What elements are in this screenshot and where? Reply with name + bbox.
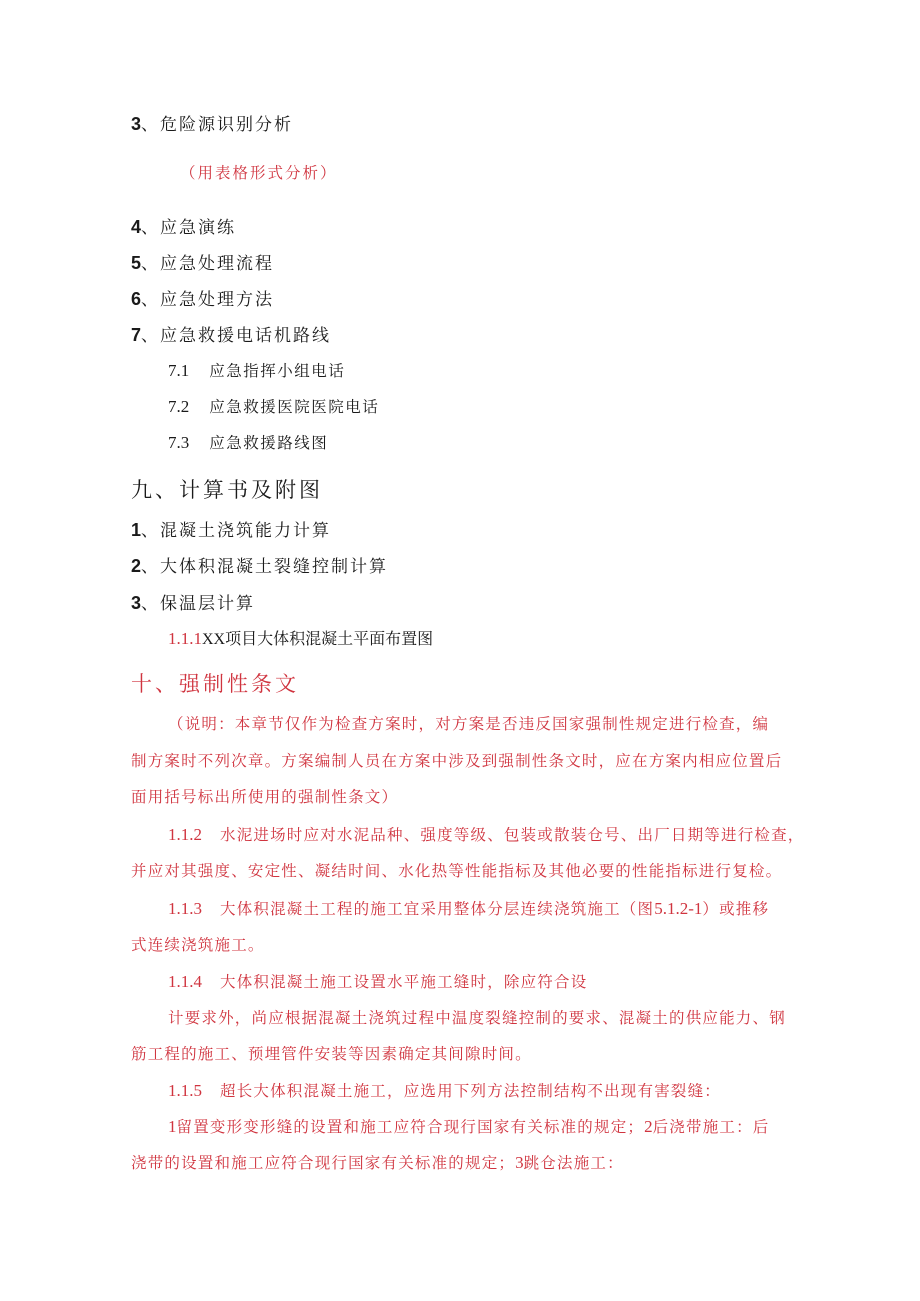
clause-1-1-4 xyxy=(168,970,587,992)
item-text: 、混凝土浇筑能力计算 xyxy=(141,521,332,541)
clause-1-1-2 xyxy=(168,823,805,845)
item-number: 4 xyxy=(131,217,142,237)
method-number: 1 xyxy=(168,1117,177,1136)
item-text: 、应急处理流程 xyxy=(141,254,275,274)
clause-text: 大体积混凝土工程的施工宜采用整体分层连续浇筑施工（图 xyxy=(220,900,655,918)
method-text: 跳仓法施工： xyxy=(523,1154,624,1172)
explanation-note-line-3: 面用括号标出所使用的强制性条文） xyxy=(131,788,399,806)
clause-1-1-2-line-2: 并应对其强度、安定性、凝结时间、水化热等性能指标及其他必要的性能指标进行复检。 xyxy=(131,862,783,880)
clause-1-1-3-line-2: 式连续浇筑施工。 xyxy=(131,936,265,954)
subitem-7-1 xyxy=(168,359,345,381)
item-number: 7 xyxy=(131,325,142,345)
clause-number: 1.1.4 xyxy=(168,972,202,991)
explanation-note-line-2: 制方案时不列次章。方案编制人员在方案中涉及到强制性条文时，应在方案内相应位置后 xyxy=(131,752,783,770)
item-number: 3 xyxy=(131,114,142,134)
clause-1-1-5 xyxy=(168,1079,721,1101)
clause-number: 1.1.5 xyxy=(168,1081,202,1100)
clause-number: 1.1.2 xyxy=(168,825,202,844)
table-format-note: （用表格形式分析） xyxy=(180,164,338,182)
clause-text: 大体积混凝土施工设置水平施工缝时，除应符合设 xyxy=(220,973,588,991)
method-number: 2 xyxy=(644,1117,653,1136)
figure-text: XX项目大体积混凝土平面布置图 xyxy=(202,631,434,648)
method-list-line-2 xyxy=(131,1151,624,1173)
clause-1-1-4-line-3: 筋工程的施工、预埋管件安装等因素确定其间隙时间。 xyxy=(131,1045,532,1063)
item-3-heading xyxy=(131,110,293,135)
calc-2-heading xyxy=(131,552,388,577)
layout-figure-title xyxy=(168,626,433,649)
item-number: 5 xyxy=(131,253,142,273)
item-number: 6 xyxy=(131,289,142,309)
subitem-7-3 xyxy=(168,431,328,453)
calc-1-heading xyxy=(131,516,331,541)
subitem-text: 应急救援路线图 xyxy=(209,434,329,452)
method-text: 后浇带施工：后 xyxy=(652,1118,770,1136)
method-list-line-1 xyxy=(168,1115,770,1137)
item-5-heading xyxy=(131,249,274,274)
method-text: 留置变形变形缝的设置和施工应符合现行国家有关标准的规定； xyxy=(176,1118,645,1136)
clause-number: 1.1.3 xyxy=(168,899,202,918)
figure-reference: 5.1.2-1 xyxy=(654,899,703,918)
item-text: 、大体积混凝土裂缝控制计算 xyxy=(141,557,389,577)
chapter-10-title: 十、强制性条文 xyxy=(131,672,299,696)
clause-1-1-3 xyxy=(168,897,769,919)
explanation-note-line-1: （说明：本章节仅作为检查方案时，对方案是否违反国家强制性规定进行检查，编 xyxy=(168,715,770,733)
figure-number: 1.1.1 xyxy=(168,629,202,648)
item-text: 、危险源识别分析 xyxy=(141,115,294,135)
method-number: 3 xyxy=(515,1153,524,1172)
item-text: 、应急处理方法 xyxy=(141,290,275,310)
item-text: 、保温层计算 xyxy=(141,594,256,614)
subitem-number: 7.2 xyxy=(168,397,190,416)
item-text: 、应急演练 xyxy=(141,218,237,238)
item-4-heading xyxy=(131,213,236,238)
clause-1-1-4-line-2: 计要求外，尚应根据混凝土浇筑过程中温度裂缝控制的要求、混凝土的供应能力、钢 xyxy=(168,1009,786,1027)
item-6-heading xyxy=(131,285,274,310)
clause-text-tail: ）或推移 xyxy=(702,900,770,918)
subitem-text: 应急指挥小组电话 xyxy=(209,362,346,380)
item-text: 、应急救援电话机路线 xyxy=(141,326,332,346)
clause-text: 水泥进场时应对水泥品种、强度等级、包装或散装仓号、出厂日期等进行检查， xyxy=(220,826,805,844)
item-number: 1 xyxy=(131,520,142,540)
calc-3-heading xyxy=(131,589,255,614)
item-7-heading xyxy=(131,321,331,346)
subitem-text: 应急救援医院医院电话 xyxy=(209,398,380,416)
subitem-number: 7.3 xyxy=(168,433,190,452)
item-number: 3 xyxy=(131,593,142,613)
subitem-7-2 xyxy=(168,395,379,417)
subitem-number: 7.1 xyxy=(168,361,190,380)
chapter-9-title: 九、计算书及附图 xyxy=(131,478,323,502)
item-number: 2 xyxy=(131,556,142,576)
method-text: 浇带的设置和施工应符合现行国家有关标准的规定； xyxy=(131,1154,516,1172)
clause-text: 超长大体积混凝土施工，应选用下列方法控制结构不出现有害裂缝： xyxy=(220,1082,722,1100)
